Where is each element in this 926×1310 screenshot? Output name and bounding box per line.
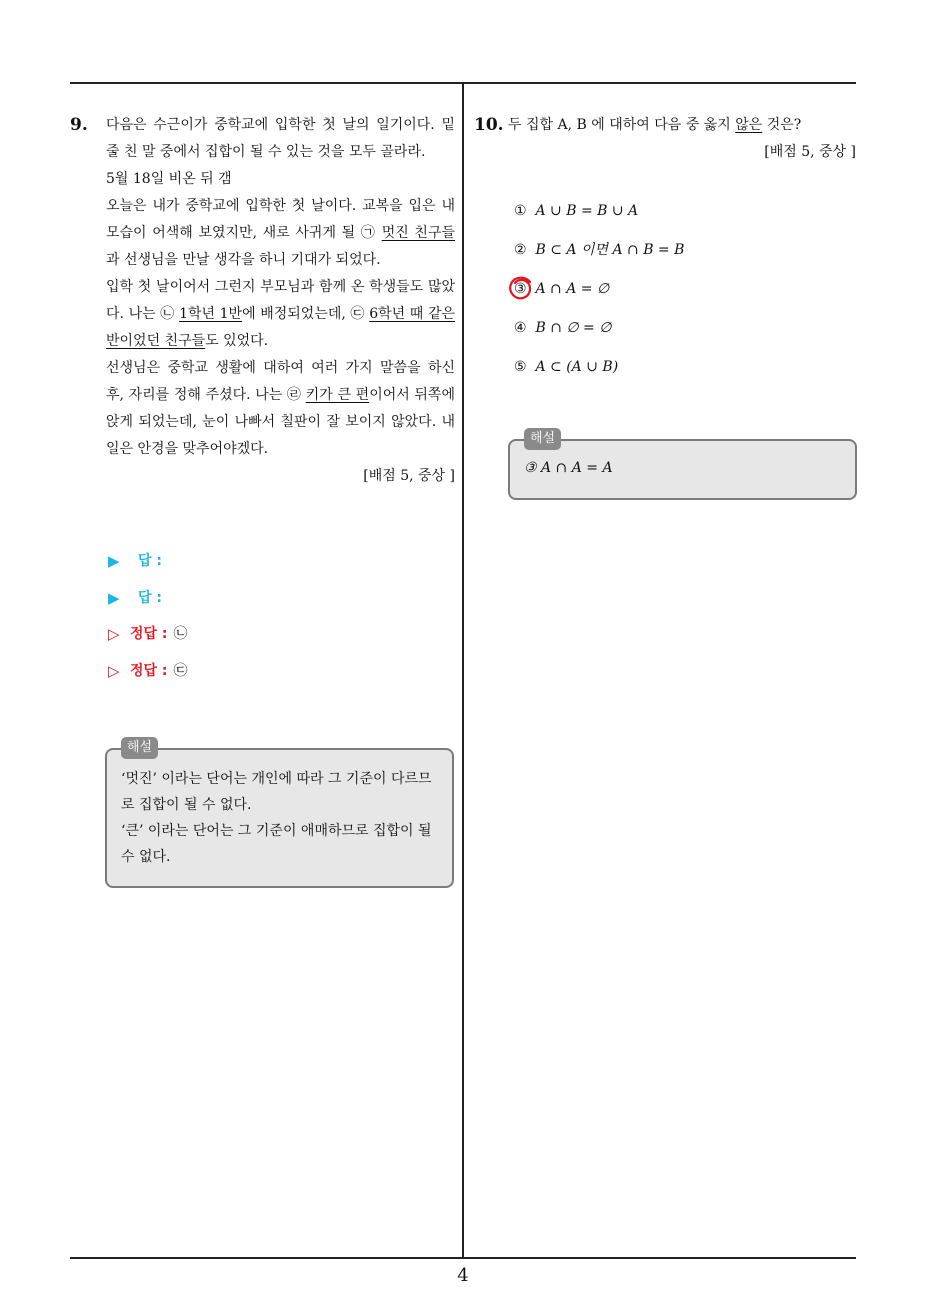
option-5[interactable]	[514, 354, 618, 381]
answer-row-1	[108, 548, 168, 575]
prompt-text: 두 집합 A, B 에 대하여 다음 중 옳지	[508, 117, 736, 133]
diary-text: 오늘은 내가 중학교에 입학한 첫 날이다. 교복을 입은 내 모습이 어색해 보였지만, 새로 사귀게 될 ㉠	[106, 198, 455, 241]
diary-text: 선생님은 중학교 생활에 대하여 여러 가지 말씀을 하신 후, 자리를 정해 주셨다. 나는 ㉣	[106, 360, 455, 403]
diary-text: 에 배정되었는데, ㉢	[242, 306, 370, 322]
solution-text: ③ A ∩ A = A	[524, 460, 613, 476]
option-2[interactable]	[514, 237, 684, 264]
diary-paragraph-1	[106, 193, 455, 274]
solution-line-2: ‘큰’ 이라는 단어는 그 기준이 애매하므로 집합이 될 수 없다.	[121, 823, 432, 865]
option-text: A ⊂ (A ∪ B)	[535, 359, 619, 375]
option-text: B ⊂ A 이면 A ∩ B = B	[535, 242, 685, 258]
play-triangle-icon: ▶	[108, 589, 120, 607]
option-1[interactable]	[514, 198, 638, 225]
solution-tag: 해설	[524, 428, 561, 450]
option-text: B ∩ ∅ = ∅	[535, 320, 612, 336]
correct-answer-label: 정답 :	[130, 626, 168, 642]
answer-mark-circle-icon	[508, 275, 534, 301]
diary-paragraph-3	[106, 355, 455, 463]
option-number: ①	[514, 203, 527, 219]
answer-label: 답 :	[138, 553, 162, 569]
column-divider	[462, 83, 464, 1258]
solution-box-9	[105, 740, 454, 888]
diary-text: 입학 첫 날이어서 그런지 부모님과 함께 온 학생들도 많았다. 나는 ㉡	[106, 279, 455, 322]
diary-date: 5월 18일 비온 뒤 갬	[106, 171, 232, 187]
question-9-body	[106, 112, 455, 490]
option-text: A ∪ B = B ∪ A	[535, 203, 639, 219]
question-9-prompt: 다음은 수근이가 중학교에 입학한 첫 날의 일기이다. 밑 줄 친 말 중에서 집합이 될 수 있는 것을 모두 골라라.	[106, 117, 455, 160]
question-10	[474, 112, 856, 476]
solution-line-1: ‘멋진’ 이라는 단어는 개인에 따라 그 기준이 다르므로 집합이 될 수 없다.	[121, 771, 432, 813]
bottom-rule	[70, 1257, 856, 1259]
question-9	[70, 112, 456, 865]
diary-text: 도 있었다.	[205, 333, 269, 349]
correct-answer-value: ㉡	[173, 626, 188, 642]
question-10-number: 10.	[474, 115, 504, 135]
underlined-term-a: 멋진 친구들	[381, 225, 455, 241]
correct-answer-label: 정답 :	[130, 663, 168, 679]
diary-paragraph-2	[106, 274, 455, 355]
question-10-prompt	[508, 112, 856, 139]
option-number: ⑤	[514, 359, 527, 375]
question-9-number: 9.	[70, 115, 88, 135]
correct-answer-value: ㉢	[173, 663, 188, 679]
play-triangle-icon: ▶	[108, 552, 120, 570]
underlined-term-d: 키가 큰 편	[305, 387, 370, 403]
correct-answer-row-2	[108, 658, 188, 685]
answer-row-2	[108, 585, 168, 612]
underlined-term-b: 1학년 1반	[179, 306, 243, 322]
outline-triangle-icon: ▷	[108, 662, 120, 680]
option-number: ④	[514, 320, 527, 336]
question-9-meta: [배점 5, 중상 ]	[363, 468, 455, 484]
question-10-meta: [배점 5, 중상 ]	[764, 144, 856, 160]
diary-text: 과 선생님을 만날 생각을 하니 기대가 되었다.	[106, 252, 381, 268]
solution-box-10	[508, 431, 857, 500]
option-number: ②	[514, 242, 527, 258]
option-text: A ∩ A = ∅	[535, 281, 610, 297]
diary-text: 이어서 뒤쪽에 앉게 되었는데, 눈이 나빠서 칠판이 잘 보이지 않았다. 내일은 안경을 맞추어야겠다.	[106, 387, 455, 457]
prompt-underlined: 않은	[735, 117, 763, 133]
solution-tag: 해설	[121, 737, 158, 759]
option-number: ③	[514, 281, 527, 297]
answer-label: 답 :	[138, 590, 162, 606]
outline-triangle-icon: ▷	[108, 625, 120, 643]
prompt-text: 것은?	[762, 117, 802, 133]
option-4[interactable]	[514, 315, 611, 342]
correct-answer-row-1	[108, 621, 188, 648]
page-number: 4	[457, 1265, 469, 1286]
underlined-term-c: 6학년 때 같은 반이었던 친구들	[106, 306, 456, 349]
